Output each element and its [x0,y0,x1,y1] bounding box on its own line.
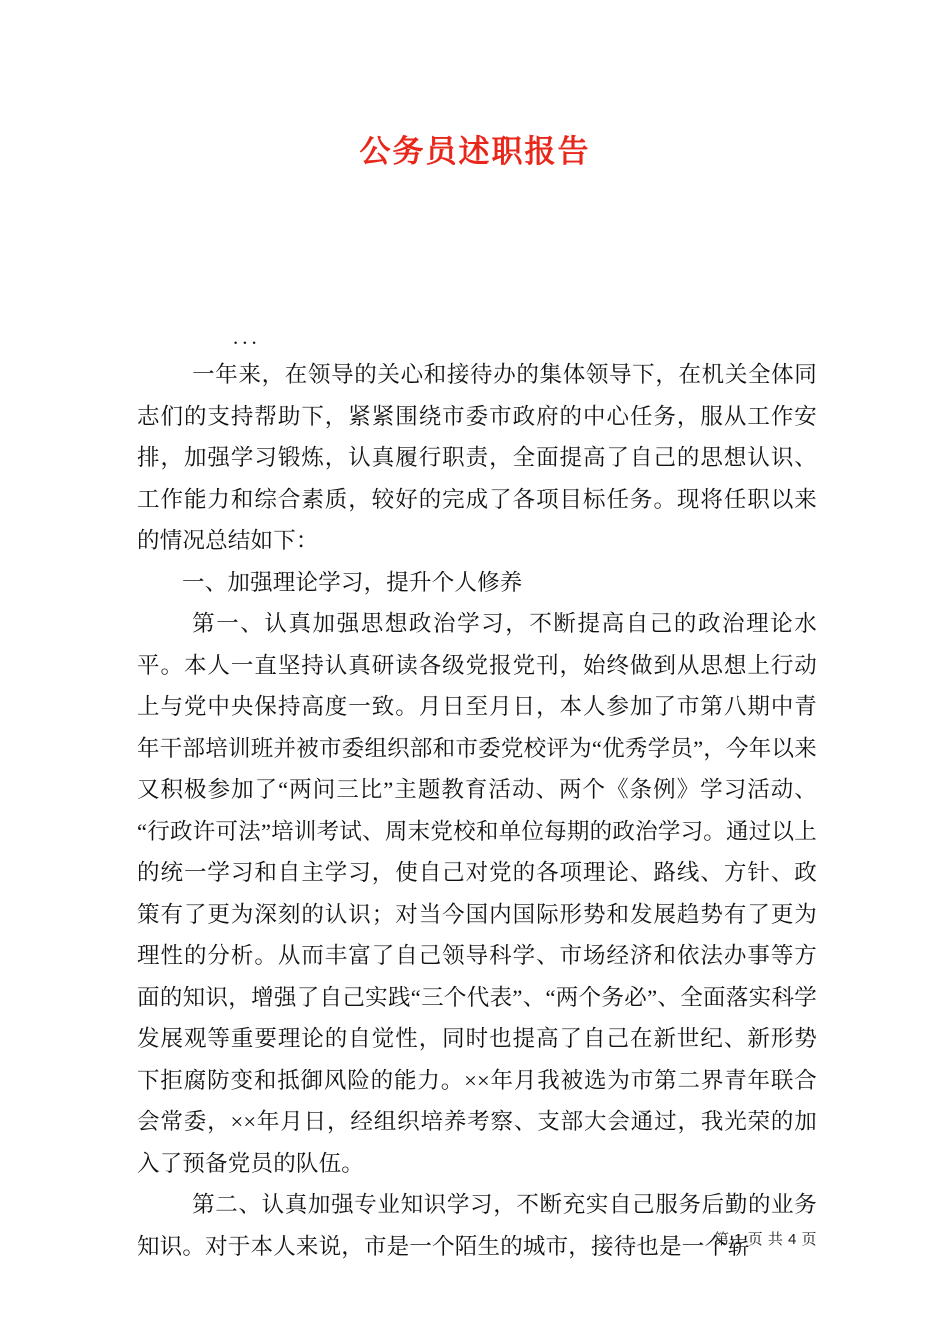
document-body [137,320,817,1267]
paragraph-1: 一年来，在领导的关心和接待办的集体领导下，在机关全体同志们的支持帮助下，紧紧围绕市委市政府的中心任务，服从工作安排，加强学习锻炼，认真履行职责，全面提高了自己的思想认识、工作能力和综合素质，较好的完成了各项目标任务。现将任职以来的情况总结如下： [137,362,817,553]
ellipsis-marker: ... [233,325,261,349]
page-footer: 第 1 页 共 4 页 [713,1231,817,1248]
paragraph-2-heading: 一、加强理论学习，提升个人修养 [182,569,523,595]
paragraph-3: 第一、认真加强思想政治学习，不断提高自己的政治理论水平。本人一直坚持认真研读各级党报党刊，始终做到从思想上行动上与党中央保持高度一致。月日至月日，本人参加了市第八期中青年干部培训班并被市委组织部和市委党校评为“优秀学员”，今年以来又积极参加了“两问三比”主题教育活动、两个《条例》学习活动、“行政许可法”培训考试、周末党校和单位每期的政治学习。通过以上的统一学习和自主学习，使自己对党的各项理论、路线、方针、政策有了更为深刻的认识；对当今国内国际形势和发展趋势有了更为理性的分析。从而丰富了自己领导科学、市场经济和依法办事等方面的知识，增强了自己实践“三个代表”、“两个务必”、全面落实科学发展观等重要理论的自觉性，同时也提高了自己在新世纪、新形势下拒腐防变和抵御风险的能力。××年月我被选为市第二界青年联合会常委，××年月日，经组织培养考察、支部大会通过，我光荣的加入了预备党员的队伍。 [137,611,817,1176]
paragraph-4: 第二、认真加强专业知识学习，不断充实自己服务后勤的业务知识。对于本人来说，市是一个陌生的城市，接待也是一个崭 [137,1192,817,1259]
page-title: 公务员述职报告 [359,134,591,169]
